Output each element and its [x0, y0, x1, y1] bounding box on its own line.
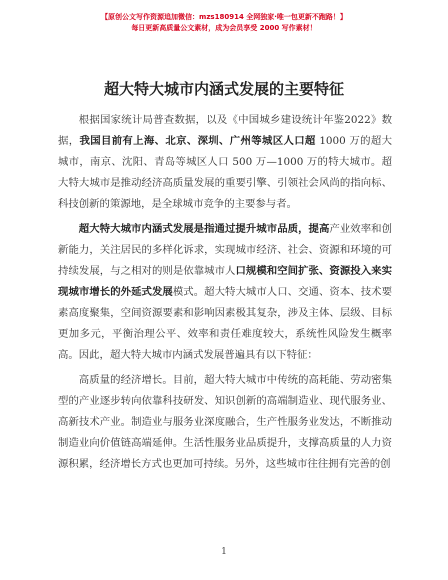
- page-number: 1: [221, 547, 227, 557]
- p2-text-2: 模式。超大特大城市人口、交通、资本、技术要素高度聚集，空间资源要素和影响因素极其复杂，涉及主体、层级、目标更加多元，平衡治理公平、效率和责任难度较大，系统性风险发生概率高。因此，超大特大城市内涵式发展普遍具有以下特征：: [58, 286, 392, 361]
- p3-text-1: 高质量的经济增长。目前，超大特大城市中传统的高耗能、劳动密集型的产业逐步转向依靠科技研发、知识创新的高端制造业、现代服务业、高新技术产业。制造业与服务业深度融合，生产性服务业发达，不断推动制造业向价值链高端延伸。生活性服务业品质提升，支撑高质量的人力资源积累，经济增长方式也更加可持续。另外，这些城市往往拥有完善的创: [58, 374, 392, 470]
- document-body: [58, 110, 392, 479]
- document-title: 超大特大城市内涵式发展的主要特征: [103, 80, 344, 98]
- p1-text-1: 根据国家统计局普查数据，以及《中国城乡建设统计年鉴2022》数据，: [58, 114, 392, 147]
- promo-line-2: 每日更新高质量公文素材，成为会员享受 2000 写作素材！: [131, 24, 317, 32]
- promo-line-1: 【原创公文写作资源追加微信：mzs180914 全网独家·唯一包更新不跑路！】: [101, 13, 347, 21]
- p2-bold-1: 超大特大城市内涵式发展是指通过提升城市品质，提高: [78, 223, 330, 235]
- p1-bold-1: 我国目前有上海、北京、深圳、广州等城区人口超: [79, 135, 316, 147]
- paragraph-3: [58, 370, 392, 475]
- paragraph-1: [58, 110, 392, 215]
- p1-text-2: 1000 万的超大城市，南京、沈阳、青岛等城区人口 500 万—1000 万的特大城市。超大特大城市是推动经济高质量发展的重要引擎、引领社会风尚的指向标、科技创新的策源地，是全球城市竞争的主要参与者。: [58, 135, 393, 210]
- promo-banner: [0, 12, 448, 34]
- p2-bold-2: 口规模和空间扩张、资源投入来实现城市增长的外延式发展: [58, 265, 393, 298]
- paragraph-2: [58, 219, 392, 366]
- p2-text-1: 产业效率和创新能力，关注居民的多样化诉求，实现城市经济、社会、资源和环境的可持续发展，与之相对的则是依靠城市人: [58, 223, 393, 277]
